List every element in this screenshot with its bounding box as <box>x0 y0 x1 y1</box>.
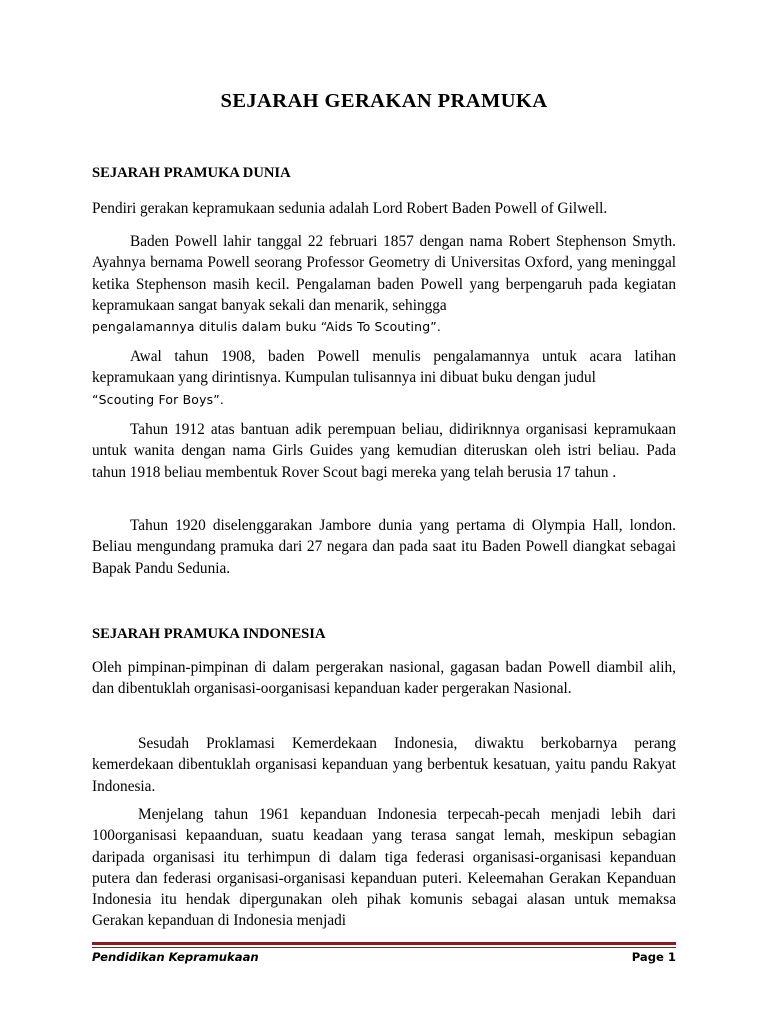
footer-document-name: Pendidikan Kepramukaan <box>92 950 259 964</box>
footer-divider <box>92 942 676 945</box>
paragraph-1920: Tahun 1920 diselenggarakan Jambore dunia yang pertama di Olympia Hall, london. Beliau mengundang pramuka dari 27 negara dan pada saat itu Baden Powell diangkat sebagai Bapak Pandu Sedunia. <box>92 517 676 577</box>
paragraph-baden-powell-birth <box>92 231 676 337</box>
paragraph-text: Awal tahun 1908, baden Powell menulis pengalamannya untuk acara latihan kepramukaan yang dirintisnya. Kumpulan tulisannya ini dibuat buku dengan judul <box>92 348 676 387</box>
paragraph-1908 <box>92 346 676 410</box>
paragraph-1912: Tahun 1912 atas bantuan adik perempuan beliau, didiriknnya organisasi kepramukaan untuk wanita dengan nama Girls Guides yang kemudian diteruskan oleh istri beliau. Pada tahun 1918 beliau membentuk Rover Scout bagi mereka yang telah berusia 17 tahun . <box>92 421 676 481</box>
document-title: SEJARAH GERAKAN PRAMUKA <box>220 90 548 112</box>
paragraph-proklamasi: Sesudah Proklamasi Kemerdekaan Indonesia, diwaktu berkobarnya perang kemerdekaan dibentuklah organisasi kepanduan yang berbentuk kesatuan, yaitu pandu Rakyat Indonesia. <box>92 735 676 795</box>
paragraph-pimpinan: Oleh pimpinan-pimpinan di dalam pergerakan nasional, gagasan badan Powell diambil alih, dan dibentuklah organisasi-oorganisasi kepanduan kader pergerakan Nasional. <box>92 659 676 698</box>
paragraph-founder: Pendiri gerakan kepramukaan sedunia adalah Lord Robert Baden Powell of Gilwell. <box>92 200 608 217</box>
footer-page-number: Page 1 <box>631 950 676 964</box>
book-reference-aids-to-scouting: pengalamannya ditulis dalam buku “Aids To Scouting”. <box>92 319 442 335</box>
section-heading-dunia: SEJARAH PRAMUKA DUNIA <box>92 165 291 181</box>
paragraph-text: Baden Powell lahir tanggal 22 februari 1857 dengan nama Robert Stephenson Smyth. Ayahnya bernama Powell seorang Professor Geometry di Universitas Oxford, yang meninggal ketika Stephenson masih kecil. Pengalaman baden Powell yang berpengaruh pada kegiatan kepramukaan sangat banyak sekali dan menarik, sehingga <box>92 233 676 314</box>
paragraph-1961: Menjelang tahun 1961 kepanduan Indonesia terpecah-pecah menjadi lebih dari 100organisasi kepaanduan, suatu keadaan yang terasa sangat lemah, meskipun sebagian daripada organisasi itu terhimpun di dalam tiga federasi organisasi-organisasi kepanduan putera dan federasi organisasi-organisasi kepanduan puteri. Keleemahan Gerakan Kepanduan Indonesia itu hendak dipergunakan oleh pihak komunis sebagai alasan untuk memaksa Gerakan kepanduan di Indonesia menjadi <box>92 806 676 930</box>
book-reference-scouting-for-boys: “Scouting For Boys”. <box>92 391 225 407</box>
section-heading-indonesia: SEJARAH PRAMUKA INDONESIA <box>92 626 326 642</box>
